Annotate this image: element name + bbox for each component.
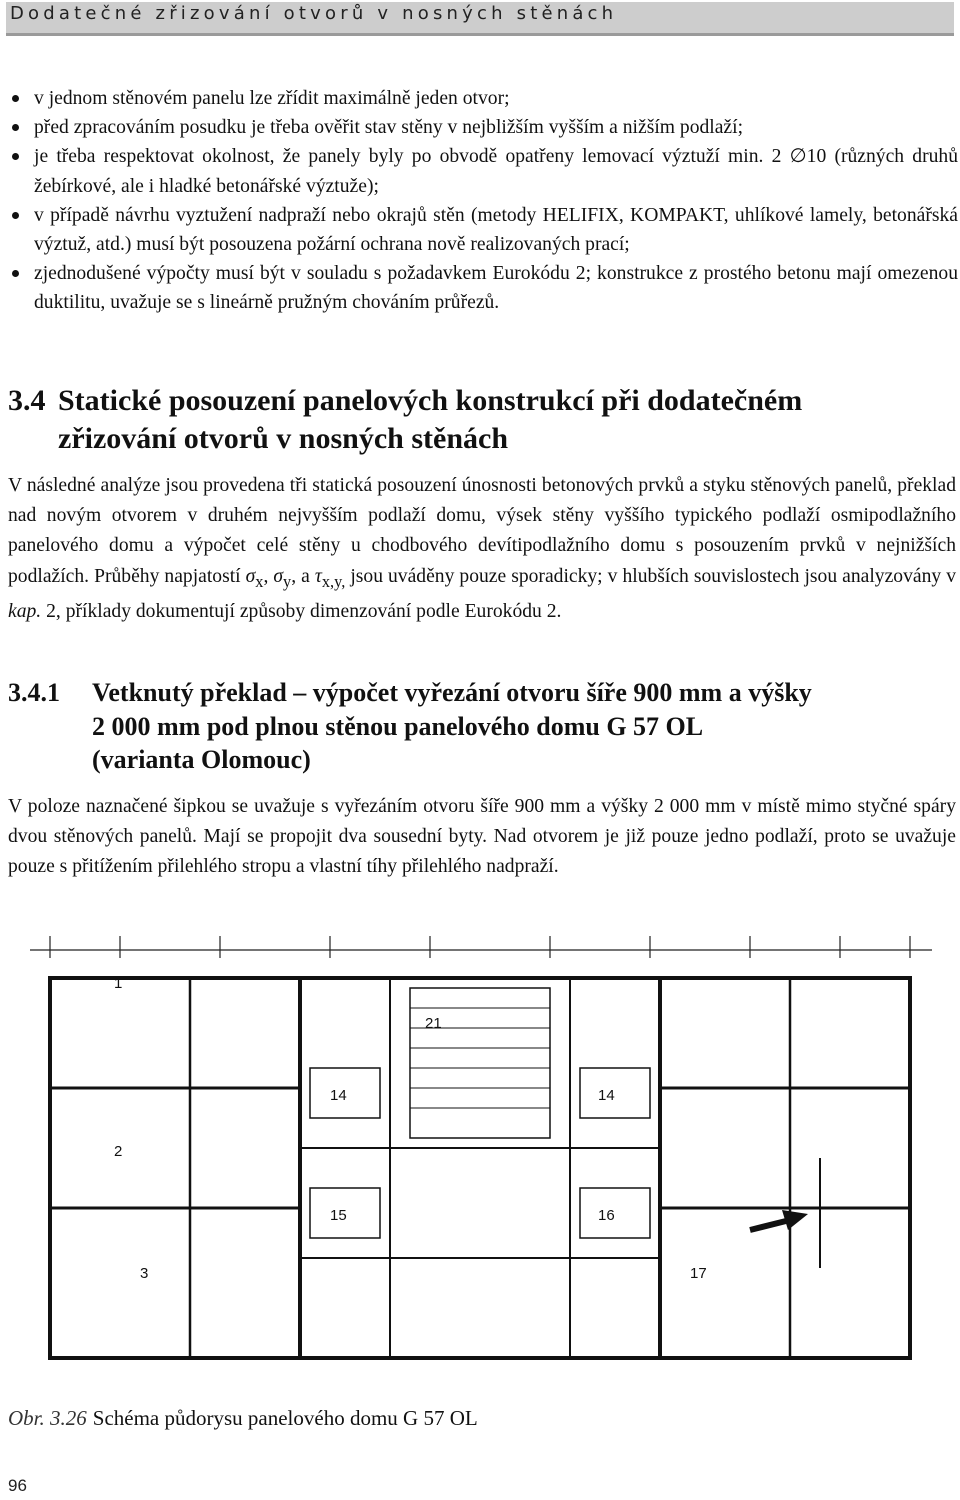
list-item: [8, 113, 958, 142]
room-label: 2: [114, 1143, 123, 1160]
room-label: 14: [330, 1087, 347, 1104]
room-label: 17: [690, 1265, 707, 1282]
room-label: 16: [598, 1207, 615, 1224]
bullet-icon: [12, 124, 19, 131]
list-item: [8, 84, 958, 113]
room-label: 21: [425, 1015, 442, 1032]
bullet-icon: [12, 95, 19, 102]
bullet-text: před zpracováním posudku je třeba ověřit stav stěny v nejbližším vyšším a nižším podlaží;: [34, 117, 744, 139]
dimension-lines: [30, 936, 932, 958]
running-header: [6, 2, 954, 36]
page-number: 96: [8, 1476, 27, 1495]
caption-label: Obr. 3.26: [8, 1406, 87, 1430]
subscript: x: [255, 571, 264, 591]
list-item: [8, 142, 958, 200]
chapter-reference: kap.: [8, 600, 42, 622]
room-label: 15: [330, 1207, 347, 1224]
bullet-text: zjednodušené výpočty musí být v souladu s požadavkem Eurokódu 2; konstrukce z prostého betonu mají omezenou duktilitu, uvažuje se s lineárně pružným chováním průřezů.: [34, 263, 958, 314]
room-label: 1: [114, 975, 123, 992]
bullet-text: v jednom stěnovém panelu lze zřídit maximálně jeden otvor;: [34, 88, 510, 109]
subsection-title-line3: (varianta Olomouc): [92, 745, 311, 774]
paragraph-text: jsou uváděny pouze sporadicky; v hlubších souvislostech jsou analyzovány v: [345, 565, 956, 587]
floor-plan-drawing: [30, 928, 932, 1388]
section-paragraph: [8, 471, 956, 627]
bullet-text: je třeba respektovat okolnost, že panely byly po obvodě opatřeny lemovací výztuží min. 2 ∅10 (různých druhů žebírkové, ale i hladké betonářské výztuže);: [34, 146, 958, 197]
paragraph-text: ,: [263, 565, 274, 587]
section-heading: [8, 382, 802, 458]
section-number: 3.4: [8, 384, 46, 417]
bullet-icon: [12, 212, 19, 219]
list-item: [8, 201, 958, 259]
figure-caption: [8, 1406, 478, 1431]
bullet-icon: [12, 153, 19, 160]
bullet-text: v případě návrhu vyztužení nadpraží nebo okrajů stěn (metody HELIFIX, KOMPAKT, uhlíkové lamely, betonářská výztuž, atd.) musí být posouzena požární ochrana nově realizovaných prací;: [34, 204, 958, 256]
section-title-line1: Statické posouzení panelových konstrukcí při dodatečném: [58, 384, 803, 417]
caption-text: Schéma půdorysu panelového domu G 57 OL: [92, 1406, 478, 1430]
walls: [50, 978, 910, 1358]
subsection-number: 3.4.1: [8, 678, 60, 707]
list-item: [8, 259, 958, 317]
paragraph-text: V následné analýze jsou provedena tři statická posouzení únosnosti betonových prvků a styku stěnových panelů, překlad nad novým otvorem v druhém nejvyšším podlaží domu, výsek stěny vyššího typického podlaží osmipodlažního panelového domu a výpočet celé stěny u chodbového devítipodlažního domu s posouzením prvků v nejnižších podlažích. Průběhy napjatostí: [8, 475, 956, 587]
subsection-paragraph: V poloze naznačené šipkou se uvažuje s vyřezáním otvoru šíře 900 mm a výšky 2 000 mm v místě mimo styčné spáry dvou stěnových panelů. Mají se propojit dva sousední byty. Nad otvorem je již pouze jedno podlaží, proto se uvažuje pouze s přitížením přilehlého stropu a vlastní tíhy přilehlého nadpraží.: [8, 796, 956, 878]
sigma-symbol: σ: [245, 565, 256, 587]
running-header-title: Dodatečné zřizování otvorů v nosných stěnách: [10, 3, 618, 24]
bullet-icon: [12, 270, 19, 277]
subscript: y: [283, 571, 292, 591]
paragraph-text: 2, příklady dokumentují způsoby dimenzování podle Eurokódu 2.: [41, 600, 562, 622]
paragraph-text: , a: [291, 565, 315, 587]
subsection-title-line1: Vetknutý překlad – výpočet vyřezání otvoru šíře 900 mm a výšky: [92, 678, 812, 707]
subscript: x,y,: [321, 571, 346, 591]
floor-plan-figure: [30, 928, 932, 1388]
section-title-line2: zřizování otvorů v nosných stěnách: [58, 422, 508, 455]
tau-symbol: τ: [314, 565, 322, 587]
room-label: 14: [598, 1087, 615, 1104]
opening-arrow-icon: [750, 1210, 808, 1230]
room-label: 3: [140, 1265, 149, 1282]
bullet-list: [8, 84, 958, 318]
subsection-heading: [8, 676, 932, 777]
sigma-symbol: σ: [273, 565, 284, 587]
subsection-title-line2: 2 000 mm pod plnou stěnou panelového domu G 57 OL: [92, 711, 704, 741]
